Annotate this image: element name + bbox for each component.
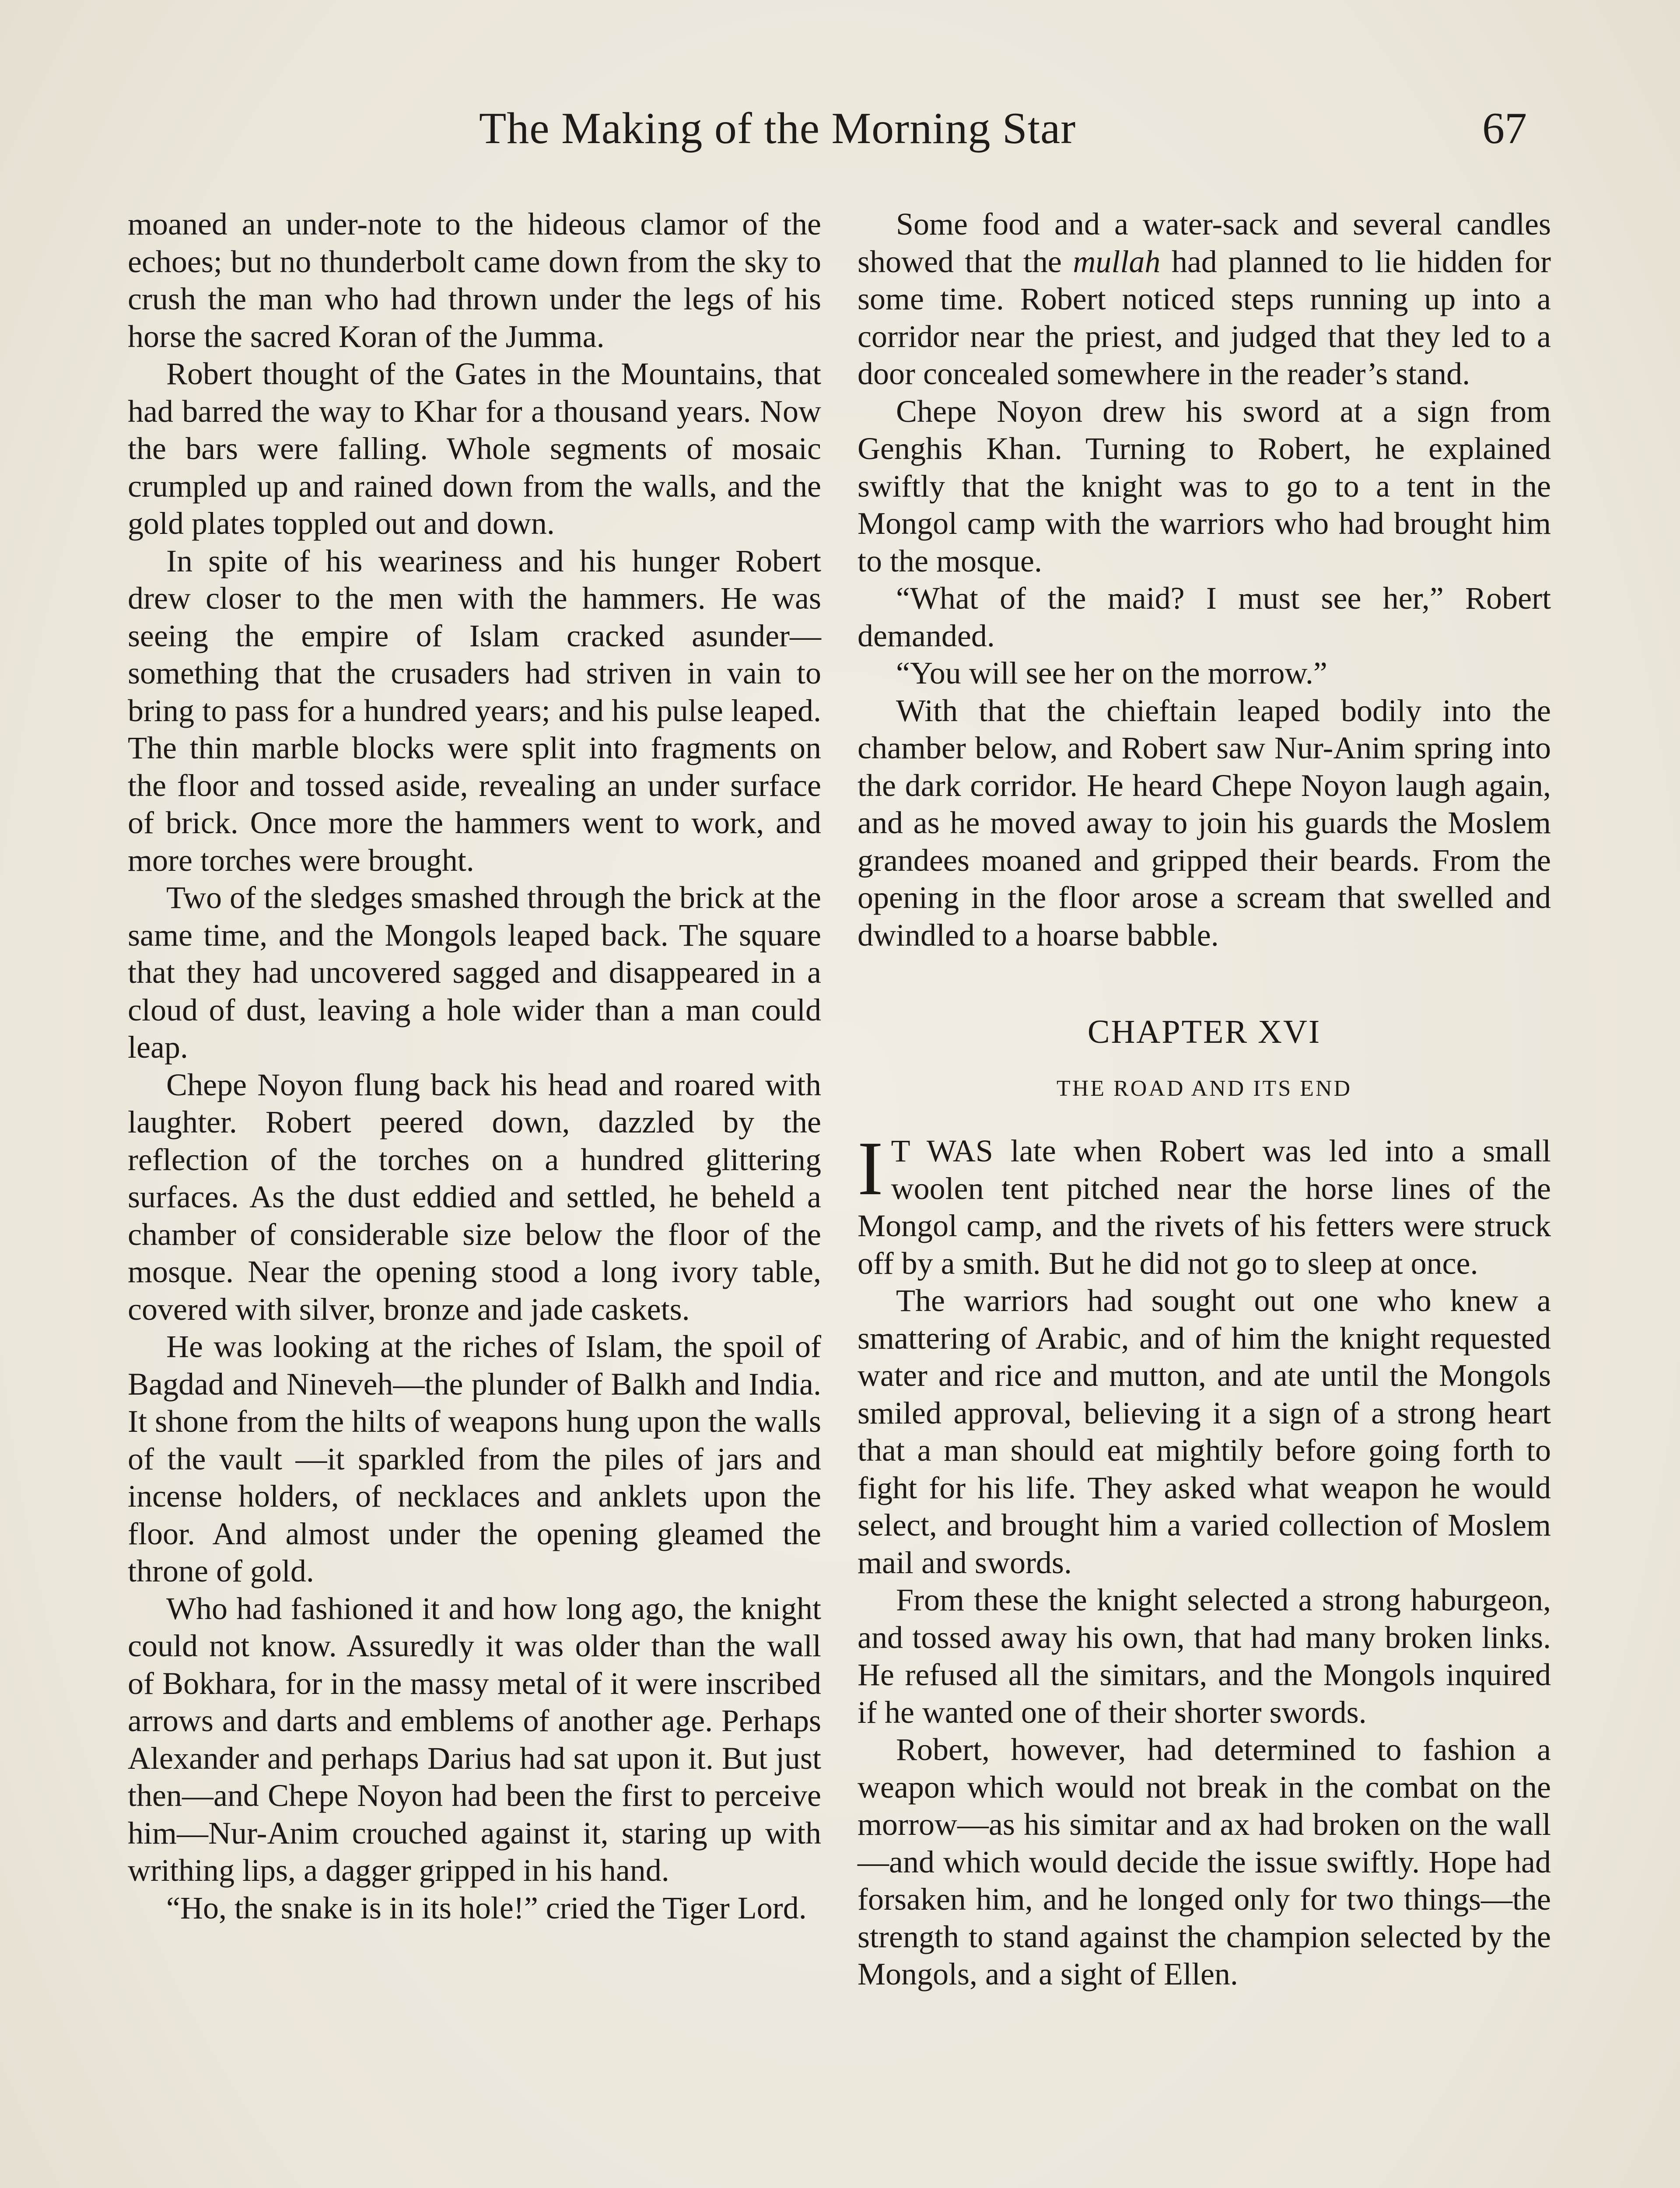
text-run: Some food and a water-sack and several candles showed that the <box>858 207 1551 279</box>
paragraph: The warriors had sought out one who knew a smattering of Arabic, and of him the knight requested water and rice and mutton, and ate until the Mongols smiled approval, believing it a sign of a strong heart that a man should eat mightily before going forth to fight for his life. They asked what weapon he would select, and brought him a varied collection of Moslem mail and swords. <box>858 1283 1551 1580</box>
right-column <box>858 206 1551 1993</box>
drop-cap: I <box>858 1126 883 1211</box>
text-run: T WAS late when Robert was led into a small woolen tent pitched near the horse lines of the Mongol camp, and the rivets of his fetters were struck off by a smith. But he did not go to sleep at once. <box>858 1133 1551 1281</box>
chapter-heading: CHAPTER XVI <box>1087 1013 1321 1050</box>
paragraph: “You will see her on the morrow.” <box>896 656 1327 691</box>
left-column <box>128 206 821 1927</box>
paragraph: Robert, however, had determined to fashion a weapon which would not break in the combat on the morrow—as his simitar and ax had broken on the wall—and which would decide the issue swiftly. Hope had forsaken him, and he longed only for two things—the strength to stand against the champion selected by the Mongols, and a sight of Ellen. <box>858 1732 1551 1992</box>
paragraph: Two of the sledges smashed through the brick at the same time, and the Mongols leaped back. The square that they had uncovered sagged and disappeared in a cloud of dust, leaving a hole wider than a man could leap. <box>128 880 821 1065</box>
page-number: 67 <box>1482 104 1527 153</box>
running-head-title: The Making of the Morning Star <box>479 104 1076 153</box>
chapter-subtitle: THE ROAD AND ITS END <box>1056 1076 1352 1101</box>
paragraph <box>858 206 1551 393</box>
paragraph: In spite of his weariness and his hunger Robert drew closer to the men with the hammers. He was seeing the empire of Islam cracked asunder—something that the crusaders had striven in vain to bring to pass for a hundred years; and his pulse leaped. The thin marble blocks were split into fragments on the floor and tossed aside, revealing an under surface of brick. Once more the hammers went to work, and more torches were brought. <box>128 543 821 878</box>
paragraph: From these the knight selected a strong haburgeon, and tossed away his own, that had many broken links. He refused all the simitars, and the Mongols inquired if he wanted one of their shorter swords. <box>858 1582 1551 1730</box>
chapter-opening-paragraph <box>858 1126 1551 1282</box>
paragraph: Chepe Noyon drew his sword at a sign from Genghis Khan. Turning to Robert, he explained swiftly that the knight was to go to a tent in the Mongol camp with the warriors who had brought him to the mosque. <box>858 393 1551 579</box>
paragraph: Robert thought of the Gates in the Mountains, that had barred the way to Khar for a thousand years. Now the bars were falling. Whole segments of mosaic crumpled up and rained down from the walls, and the gold plates toppled out and down. <box>128 356 821 541</box>
paragraph: “What of the maid? I must see her,” Robert demanded. <box>858 581 1551 653</box>
italic-word: mullah <box>1073 244 1161 279</box>
paragraph: Chepe Noyon flung back his head and roared with laughter. Robert peered down, dazzled by the reflection of the torches on a hundred glittering surfaces. As the dust eddied and settled, he beheld a chamber of considerable size below the floor of the mosque. Near the opening stood a long ivory table, covered with silver, bronze and jade caskets. <box>128 1067 821 1327</box>
paragraph: With that the chieftain leaped bodily into the chamber below, and Robert saw Nur-Anim spring into the dark corridor. He heard Chepe Noyon laugh again, and as he moved away to join his guards the Moslem grandees moaned and gripped their beards. From the opening in the floor arose a scream that swelled and dwindled to a hoarse babble. <box>858 693 1551 953</box>
text-run: had planned to lie hidden for some time. Robert noticed steps running up into a corridor near the priest, and judged that they led to a door concealed somewhere in the reader’s stand. <box>858 244 1551 391</box>
paragraph: He was looking at the riches of Islam, the spoil of Bagdad and Nineveh—the plunder of Balkh and India. It shone from the hilts of weapons hung upon the walls of the vault —it sparkled from the piles of jars and incense holders, of necklaces and anklets upon the floor. And almost under the opening gleamed the throne of gold. <box>128 1329 821 1588</box>
paragraph: Who had fashioned it and how long ago, the knight could not know. Assuredly it was older than the wall of Bokhara, for in the massy metal of it were inscribed arrows and darts and emblems of another age. Perhaps Alexander and perhaps Darius had sat upon it. But just then—and Chepe Noyon had been the first to perceive him—Nur-Anim crouched against it, staring up with writhing lips, a dagger gripped in his hand. <box>128 1591 821 1888</box>
paragraph: “Ho, the snake is in its hole!” cried the Tiger Lord. <box>166 1890 807 1925</box>
paragraph: moaned an under-note to the hideous clamor of the echoes; but no thunderbolt came down from the sky to crush the man who had thrown under the legs of his horse the sacred Koran of the Jumma. <box>128 207 821 354</box>
